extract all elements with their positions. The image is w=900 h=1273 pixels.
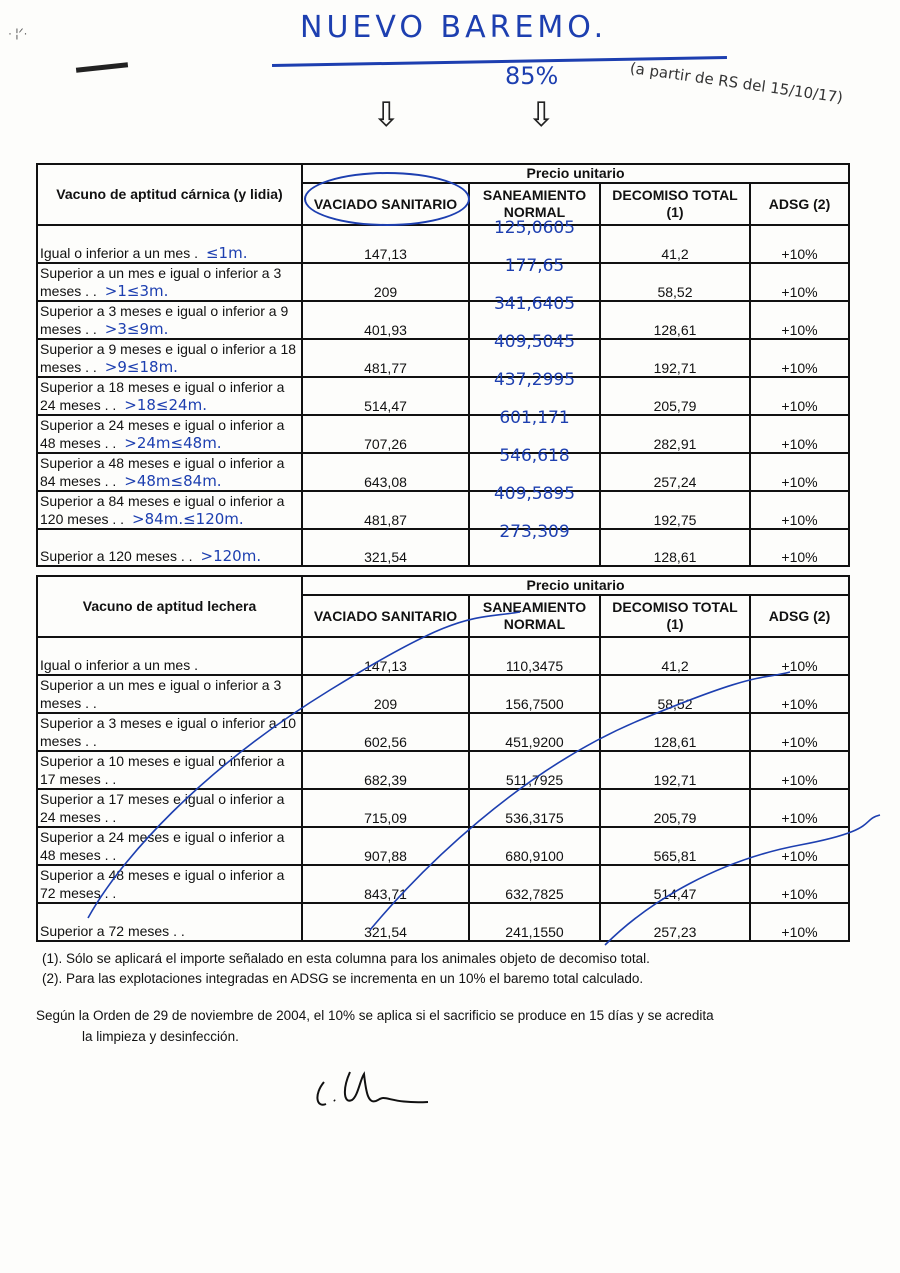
footnotes <box>42 949 862 989</box>
handwritten-range: >9≤18m. <box>104 358 178 376</box>
row-header-lechera: Vacuno de aptitud lechera <box>37 576 302 637</box>
cell-adsg-text: +10% <box>781 436 818 452</box>
cell-decomiso-text: 257,24 <box>653 474 697 490</box>
cell-decomiso-text: 128,61 <box>653 734 697 750</box>
handwritten-percent: 85% <box>505 62 559 90</box>
cell-vaciado-text: 643,08 <box>364 474 407 490</box>
cell-vaciado-text: 147,13 <box>364 658 407 674</box>
cell-adsg-text: +10% <box>781 848 818 864</box>
arrow-down-icon: ⇩ <box>527 96 556 134</box>
signature <box>312 1060 442 1120</box>
cell-vaciado-text: 147,13 <box>364 246 407 262</box>
footnote-1: (1). Sólo se aplicará el importe señalado en esta columna para los animales objeto de decomiso total. <box>42 951 650 966</box>
cell-vaciado-text: 715,09 <box>364 810 407 826</box>
cell-decomiso-text: 205,79 <box>653 810 697 826</box>
cell-vaciado-text: 209 <box>373 696 398 712</box>
cell-adsg-text: +10% <box>781 810 818 826</box>
cell-saneamiento-text: 177,65 <box>504 256 565 276</box>
cell-vaciado-text: 321,54 <box>364 924 407 940</box>
cell-saneamiento-text: 241,1550 <box>505 924 564 940</box>
cell-adsg-text: +10% <box>781 246 818 262</box>
orden-line-2: la limpieza y desinfección. <box>82 1029 239 1044</box>
row-label-text: Superior a 72 meses . . <box>40 923 185 939</box>
cell-adsg-text: +10% <box>781 322 818 338</box>
cell-vaciado-text: 843,71 <box>364 886 407 902</box>
cell-vaciado-text: 321,54 <box>364 549 407 565</box>
row-label-text: Superior a 3 meses e igual o inferior a 9 meses . . <box>40 303 289 337</box>
cell-saneamiento-text: 273,309 <box>499 522 570 542</box>
scan-specks: · ¦ᐟ· <box>8 26 28 40</box>
cell-adsg-text: +10% <box>781 549 818 565</box>
cell-decomiso-text: 257,23 <box>653 924 697 940</box>
handwritten-range: >18≤24m. <box>124 396 207 414</box>
cell-decomiso-text: 565,81 <box>653 848 697 864</box>
cell-adsg-text: +10% <box>781 696 818 712</box>
cell-saneamiento-text: 451,9200 <box>505 734 564 750</box>
row-label-text: Superior a 84 meses e igual o inferior a 120 meses . . <box>40 493 285 527</box>
cell-adsg-text: +10% <box>781 284 818 300</box>
row-label-text: Superior a 24 meses e igual o inferior a 48 meses . . <box>40 417 285 451</box>
col-header-decomiso: DECOMISO TOTAL (1) <box>600 595 750 637</box>
cell-adsg-text: +10% <box>781 360 818 376</box>
cell-saneamiento-text: 156,7500 <box>505 696 564 712</box>
handwritten-range: >48m≤84m. <box>124 472 222 490</box>
cell-decomiso-text: 514,47 <box>653 886 697 902</box>
handwritten-title: NUEVO BAREMO. <box>300 10 608 45</box>
cell-saneamiento-text: 110,3475 <box>505 658 564 674</box>
cell-decomiso-text: 128,61 <box>653 549 697 565</box>
cell-vaciado-text: 481,77 <box>364 360 407 376</box>
cell-decomiso-text: 192,75 <box>653 512 697 528</box>
orden-note <box>36 1005 836 1047</box>
cell-saneamiento-text: 437,2995 <box>493 370 576 390</box>
handwritten-range: >3≤9m. <box>104 320 169 338</box>
cell-adsg-text: +10% <box>781 886 818 902</box>
row-label-text: Superior a 18 meses e igual o inferior a 24 meses . . <box>40 379 285 413</box>
cell-saneamiento-text: 409,5895 <box>493 484 576 504</box>
cell-decomiso-text: 58,52 <box>657 696 693 712</box>
cell-decomiso-text: 205,79 <box>653 398 697 414</box>
handwritten-range: >84m.≤120m. <box>132 510 244 528</box>
cell-decomiso-text: 128,61 <box>653 322 697 338</box>
col-header-saneamiento: SANEAMIENTO NORMAL <box>469 595 600 637</box>
arrow-down-icon: ⇩ <box>372 96 401 134</box>
cell-decomiso-text: 192,71 <box>653 772 697 788</box>
group-header: Precio unitario <box>302 164 849 183</box>
cell-adsg-text: +10% <box>781 474 818 490</box>
cell-saneamiento-text: 409,5045 <box>493 332 576 352</box>
cell-saneamiento-text: 601,171 <box>499 408 570 428</box>
col-header-adsg: ADSG (2) <box>750 183 849 225</box>
cell-saneamiento-text: 511,7925 <box>505 772 564 788</box>
cell-vaciado-text: 682,39 <box>364 772 407 788</box>
cell-adsg-text: +10% <box>781 658 818 674</box>
row-label-text: Superior a un mes e igual o inferior a 3 meses . . <box>40 265 282 299</box>
cell-saneamiento-text: 680,9100 <box>505 848 564 864</box>
cell-vaciado-text: 481,87 <box>364 512 407 528</box>
row-label-text: Igual o inferior a un mes . <box>40 657 198 673</box>
handwritten-range: >24m≤48m. <box>124 434 222 452</box>
group-header: Precio unitario <box>302 576 849 595</box>
row-label-text: Superior a 17 meses e igual o inferior a 24 meses . . <box>40 791 285 825</box>
cell-decomiso-text: 58,52 <box>657 284 693 300</box>
col-header-vaciado: VACIADO SANITARIO <box>302 183 469 225</box>
cell-vaciado-text: 209 <box>373 284 398 300</box>
row-label-text: Superior a 10 meses e igual o inferior a 17 meses . . <box>40 753 285 787</box>
cell-adsg-text: +10% <box>781 734 818 750</box>
row-header-carnica: Vacuno de aptitud cárnica (y lidia) <box>37 164 302 225</box>
handwritten-note: (a partir de RS del 15/10/17) <box>628 58 845 107</box>
handwritten-range: >1≤3m. <box>104 282 169 300</box>
handwritten-range: >120m. <box>200 547 262 565</box>
cell-adsg-text: +10% <box>781 398 818 414</box>
cell-saneamiento-text: 546,618 <box>499 446 570 466</box>
row-label-text: Superior a 3 meses e igual o inferior a 10 meses . . <box>40 715 297 749</box>
row-label-text: Superior a 24 meses e igual o inferior a 48 meses . . <box>40 829 285 863</box>
cell-decomiso-text: 41,2 <box>661 658 689 674</box>
cell-saneamiento-text: 632,7825 <box>505 886 564 902</box>
col-header-saneamiento: SANEAMIENTO NORMAL <box>469 183 600 225</box>
cell-adsg-text: +10% <box>781 512 818 528</box>
cell-decomiso-text: 41,2 <box>661 246 689 262</box>
cell-vaciado-text: 514,47 <box>364 398 407 414</box>
handwritten-range: ≤1m. <box>205 244 248 262</box>
col-header-decomiso: DECOMISO TOTAL (1) <box>600 183 750 225</box>
cell-vaciado-text: 907,88 <box>364 848 407 864</box>
cell-vaciado-text: 401,93 <box>364 322 407 338</box>
cell-vaciado-text: 602,56 <box>364 734 407 750</box>
cell-adsg-text: +10% <box>781 772 818 788</box>
cell-saneamiento-text: 125,0605 <box>493 218 576 238</box>
col-header-adsg: ADSG (2) <box>750 595 849 637</box>
row-label-text: Superior a un mes e igual o inferior a 3 meses . . <box>40 677 282 711</box>
cell-vaciado-text: 707,26 <box>364 436 407 452</box>
row-label-text: Superior a 120 meses . . <box>40 548 193 564</box>
orden-line-1: Según la Orden de 29 de noviembre de 2004, el 10% se aplica si el sacrificio se produce en 15 días y se acredita <box>36 1008 714 1023</box>
row-label-text: Igual o inferior a un mes . <box>40 245 198 261</box>
col-header-vaciado: VACIADO SANITARIO <box>302 595 469 637</box>
cell-saneamiento-text: 341,6405 <box>493 294 576 314</box>
cell-decomiso-text: 282,91 <box>653 436 697 452</box>
row-label-text: Superior a 48 meses e igual o inferior a 72 meses . . <box>40 867 285 901</box>
row-label-text: Superior a 48 meses e igual o inferior a 84 meses . . <box>40 455 285 489</box>
footnote-2: (2). Para las explotaciones integradas en ADSG se incrementa en un 10% el baremo total calculado. <box>42 971 644 986</box>
cell-decomiso-text: 192,71 <box>653 360 697 376</box>
row-label-text: Superior a 9 meses e igual o inferior a 18 meses . . <box>40 341 297 375</box>
cell-adsg-text: +10% <box>781 924 818 940</box>
cell-saneamiento-text: 536,3175 <box>505 810 564 826</box>
